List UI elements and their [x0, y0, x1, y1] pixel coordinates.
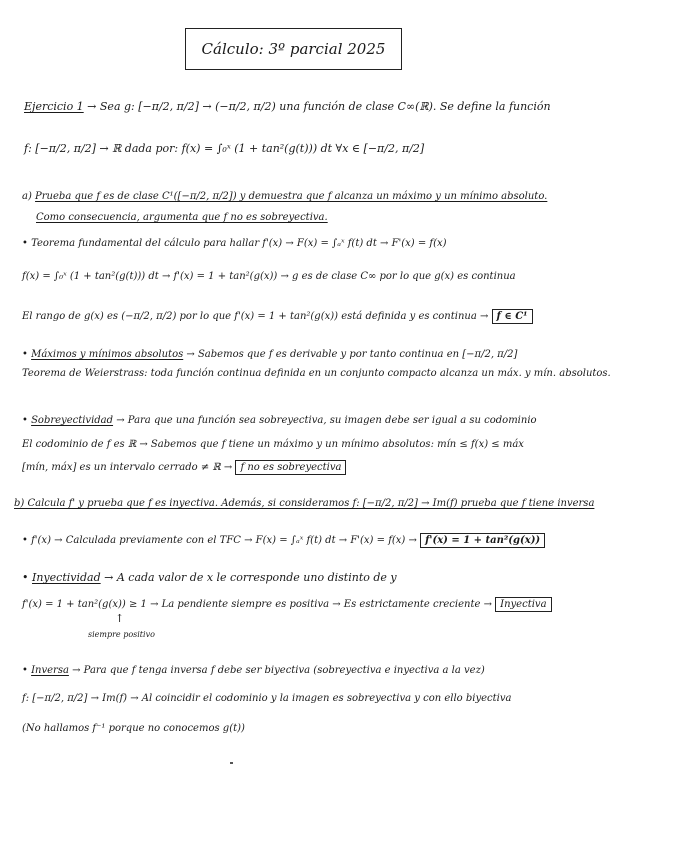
up-arrow-icon: ↑: [115, 612, 125, 625]
slope-result-box: Inyectiva: [495, 597, 551, 612]
sobreyectividad-text: → Para que una función sea sobreyectiva, su imagen debe ser igual a su codominio: [113, 415, 537, 426]
part-a-prompt-line-1: [22, 190, 547, 204]
sobreyectividad-line: • Sobreyectividad → Para que una función sea sobreyectiva, su imagen debe ser igual a su codominio: [22, 415, 537, 426]
exercise-statement-text-1: → Sea g: [−π/2, π/2] → (−π/2, π/2) una función de clase C∞(ℝ). Se define la función: [83, 100, 551, 113]
inverse-map-line: f: [−π/2, π/2] → Im(f) → Al coincidir el codominio y la imagen es sobreyectiva y con ello biyectiva: [22, 693, 512, 704]
sobreyectividad-label: Sobreyectividad: [31, 415, 114, 426]
interval-result-box: f no es sobreyectiva: [235, 460, 346, 475]
max-min-text: → Sabemos que f es derivable y por tanto continua en [−π/2, π/2]: [183, 349, 518, 360]
inversa-text: → Para que f tenga inversa f debe ser biyectiva (sobreyectiva e inyectiva a la vez): [68, 665, 485, 676]
derivative-line: f(x) = ∫₀ˣ (1 + tan²(g(t))) dt → f'(x) = 1 + tan²(g(x)) → g es de clase C∞ por lo que g(x) es continua: [22, 271, 516, 282]
exercise-statement-line-1: [24, 100, 551, 114]
inyectividad-text: → A cada valor de x le corresponde uno distinto de y: [100, 571, 397, 584]
max-min-label: Máximos y mínimos absolutos: [31, 349, 184, 360]
title-box: [185, 28, 402, 70]
range-result-box: f ∈ C¹: [492, 309, 533, 324]
page-title: Cálculo: 3º parcial 2025: [201, 40, 386, 58]
inversa-label: Inversa: [31, 665, 69, 676]
codominio-line: El codominio de f es ℝ → Sabemos que f tiene un máximo y un mínimo absolutos: mín ≤ f(x) ≤ máx: [22, 439, 524, 450]
part-b-prompt: b) Calcula f' y prueba que f es inyectiva. Además, si consideramos f: [−π/2, π/2] → Im(f) prueba que f tiene inversa: [14, 498, 595, 509]
exercise-statement-line-2: f: [−π/2, π/2] → ℝ dada por: f(x) = ∫₀ˣ (1 + tan²(g(t))) dt ∀x ∈ [−π/2, π/2]: [24, 142, 425, 155]
range-line: [22, 310, 533, 324]
interval-text: [mín, máx] es un intervalo cerrado ≠ ℝ →: [22, 462, 233, 473]
inyectividad-label: Inyectividad: [32, 571, 101, 584]
fprime-result-box: f'(x) = 1 + tan²(g(x)): [420, 533, 545, 548]
inyectividad-line: • Inyectividad → A cada valor de x le corresponde uno distinto de y: [22, 571, 397, 584]
fprime-line: [22, 534, 545, 548]
inversa-line: • Inversa → Para que f tenga inversa f debe ser biyectiva (sobreyectiva e inyectiva a la vez): [22, 665, 485, 676]
fprime-text: • f'(x) → Calculada previamente con el TFC → F(x) = ∫ₐˣ f(t) dt → F'(x) = f(x) →: [22, 535, 417, 546]
range-text: El rango de g(x) es (−π/2, π/2) por lo que f'(x) = 1 + tan²(g(x)) está definida y es continua →: [22, 311, 489, 322]
slope-text: f'(x) = 1 + tan²(g(x)) ≥ 1 → La pendiente siempre es positiva → Es estrictamente creciente →: [22, 599, 492, 610]
slope-line: [22, 598, 552, 612]
final-note: (No hallamos f⁻¹ porque no conocemos g(t)): [22, 723, 245, 734]
part-a-prompt-line-2: Como consecuencia, argumenta que f no es sobreyectiva.: [36, 212, 328, 223]
max-min-line: • Máximos y mínimos absolutos → Sabemos que f es derivable y por tanto continua en [−π/2, π/2]: [22, 349, 518, 360]
interval-line: [22, 461, 346, 475]
part-a-prompt-text-1: Prueba que f es de clase C¹([−π/2, π/2]) y demuestra que f alcanza un máximo y un mínimo absoluto.: [35, 191, 548, 202]
tfc-line: • Teorema fundamental del cálculo para hallar f'(x) → F(x) = ∫ₐˣ f(t) dt → F'(x) = f(x): [22, 238, 447, 249]
stray-mark: [230, 762, 233, 764]
part-a-number: a): [22, 191, 36, 202]
weierstrass-line: Teorema de Weierstrass: toda función continua definida en un conjunto compacto alcanza un máx. y mín. absolutos.: [22, 368, 611, 379]
exercise-label: Ejercicio 1: [24, 100, 84, 113]
slope-note: siempre positivo: [88, 630, 155, 639]
